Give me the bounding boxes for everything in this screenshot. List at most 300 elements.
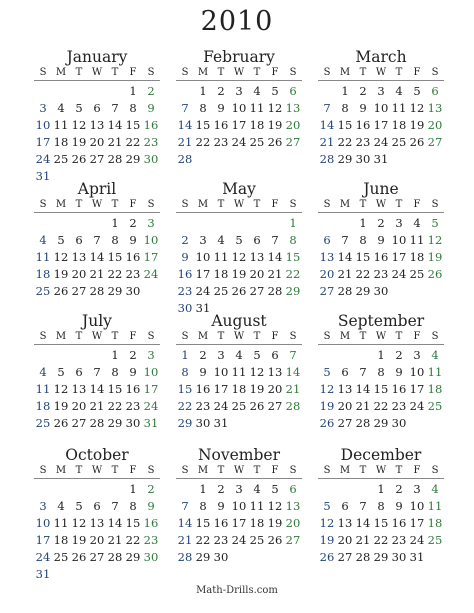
day-cell: 17	[35, 533, 51, 547]
day-cell: 24	[231, 135, 247, 149]
day-cell: 26	[267, 135, 283, 149]
day-cell: 12	[231, 250, 247, 264]
weekday-label: S	[289, 331, 297, 342]
day-cell: 8	[377, 365, 385, 379]
day-cell: 19	[319, 533, 335, 547]
day-cell: 29	[285, 284, 301, 298]
weekday-label: W	[375, 465, 387, 476]
day-cell: 25	[35, 416, 51, 430]
day-cell: 10	[231, 101, 247, 115]
day-cell: 7	[323, 101, 331, 115]
day-cell: 25	[213, 284, 229, 298]
day-cell: 8	[199, 101, 207, 115]
day-cell: 16	[195, 382, 211, 396]
weekday-label: S	[39, 465, 47, 476]
day-cell: 6	[93, 499, 101, 513]
day-cell: 16	[143, 516, 159, 530]
weekday-label: T	[75, 67, 83, 78]
month-march	[318, 48, 444, 168]
day-cell: 28	[177, 550, 193, 564]
weekday-label: M	[197, 199, 209, 210]
empty-cell	[88, 215, 106, 232]
day-cell: 13	[89, 118, 105, 132]
day-cell: 30	[355, 152, 371, 166]
day-cell: 1	[341, 84, 349, 98]
month-name: October	[65, 446, 129, 464]
day-cell: 31	[143, 416, 159, 430]
day-cell: 12	[71, 118, 87, 132]
day-cell: 21	[285, 382, 301, 396]
day-cell: 24	[409, 533, 425, 547]
weekday-label: T	[217, 199, 225, 210]
month-name: March	[355, 48, 407, 66]
day-cell: 8	[129, 499, 137, 513]
day-cell: 29	[125, 152, 141, 166]
day-cell: 5	[271, 482, 279, 496]
weekday-label: M	[339, 331, 351, 342]
weekday-header	[176, 198, 302, 213]
day-cell: 30	[143, 550, 159, 564]
weekday-header	[176, 330, 302, 345]
day-cell: 2	[217, 84, 225, 98]
day-cell: 1	[129, 482, 137, 496]
day-cell: 6	[431, 84, 439, 98]
weekday-label: F	[413, 465, 421, 476]
day-cell: 10	[35, 516, 51, 530]
day-cell: 31	[195, 301, 211, 315]
day-cell: 9	[147, 499, 155, 513]
weekday-label: S	[323, 465, 331, 476]
day-cell: 1	[289, 216, 297, 230]
day-cell: 11	[35, 250, 51, 264]
day-cell: 28	[319, 152, 335, 166]
day-cell: 21	[355, 533, 371, 547]
weekday-label: S	[147, 331, 155, 342]
day-cell: 8	[341, 101, 349, 115]
weekday-label: T	[111, 199, 119, 210]
weekday-label: M	[55, 67, 67, 78]
weekday-label: F	[271, 331, 279, 342]
empty-cell	[88, 481, 106, 498]
weekday-header	[318, 464, 444, 479]
day-cell: 19	[267, 118, 283, 132]
day-cell: 26	[319, 550, 335, 564]
day-grid	[34, 481, 160, 583]
day-cell: 18	[53, 533, 69, 547]
day-cell: 26	[409, 135, 425, 149]
day-cell: 21	[107, 533, 123, 547]
day-cell: 30	[391, 550, 407, 564]
day-cell: 25	[409, 267, 425, 281]
day-cell: 24	[35, 550, 51, 564]
day-cell: 23	[391, 399, 407, 413]
day-cell: 25	[249, 533, 265, 547]
day-cell: 18	[213, 267, 229, 281]
month-may	[176, 180, 302, 317]
weekday-label: W	[233, 67, 245, 78]
weekday-label: M	[339, 67, 351, 78]
day-cell: 26	[53, 284, 69, 298]
day-cell: 29	[337, 152, 353, 166]
day-cell: 8	[111, 233, 119, 247]
day-cell: 19	[409, 118, 425, 132]
day-cell: 29	[177, 416, 193, 430]
empty-cell	[88, 347, 106, 364]
day-cell: 10	[409, 365, 425, 379]
day-cell: 9	[181, 250, 189, 264]
weekday-label: T	[359, 67, 367, 78]
day-cell: 21	[355, 399, 371, 413]
weekday-label: W	[375, 331, 387, 342]
empty-cell	[318, 83, 336, 100]
day-cell: 17	[213, 382, 229, 396]
day-cell: 20	[319, 267, 335, 281]
day-cell: 13	[285, 101, 301, 115]
empty-cell	[194, 215, 212, 232]
weekday-label: T	[395, 199, 403, 210]
day-cell: 6	[289, 84, 297, 98]
empty-cell	[70, 347, 88, 364]
day-cell: 1	[377, 482, 385, 496]
day-cell: 11	[53, 516, 69, 530]
day-cell: 11	[53, 118, 69, 132]
day-cell: 23	[125, 267, 141, 281]
day-cell: 5	[57, 233, 65, 247]
day-cell: 18	[391, 118, 407, 132]
month-december	[318, 446, 444, 566]
weekday-header	[34, 66, 160, 81]
weekday-label: T	[111, 331, 119, 342]
weekday-label: S	[431, 67, 439, 78]
day-cell: 1	[377, 348, 385, 362]
day-cell: 12	[267, 101, 283, 115]
day-cell: 29	[355, 284, 371, 298]
weekday-label: M	[197, 67, 209, 78]
day-cell: 2	[129, 216, 137, 230]
weekday-label: M	[339, 199, 351, 210]
weekday-label: S	[39, 67, 47, 78]
weekday-label: T	[217, 331, 225, 342]
empty-cell	[106, 481, 124, 498]
day-cell: 4	[431, 348, 439, 362]
weekday-header	[318, 198, 444, 213]
day-cell: 10	[213, 365, 229, 379]
day-cell: 3	[39, 101, 47, 115]
day-cell: 2	[359, 84, 367, 98]
day-cell: 16	[391, 382, 407, 396]
day-cell: 31	[213, 416, 229, 430]
day-cell: 27	[337, 550, 353, 564]
day-cell: 28	[285, 399, 301, 413]
day-cell: 25	[249, 135, 265, 149]
day-cell: 21	[89, 267, 105, 281]
day-cell: 7	[341, 233, 349, 247]
day-cell: 25	[427, 533, 443, 547]
day-cell: 23	[373, 267, 389, 281]
day-cell: 27	[427, 135, 443, 149]
day-cell: 15	[355, 250, 371, 264]
day-cell: 20	[285, 516, 301, 530]
day-cell: 30	[373, 284, 389, 298]
day-cell: 9	[199, 365, 207, 379]
weekday-label: M	[55, 465, 67, 476]
day-cell: 2	[129, 348, 137, 362]
day-cell: 19	[319, 399, 335, 413]
day-cell: 8	[129, 101, 137, 115]
weekday-label: S	[289, 199, 297, 210]
day-cell: 27	[89, 550, 105, 564]
month-name: June	[363, 180, 399, 198]
day-cell: 9	[129, 233, 137, 247]
day-cell: 5	[75, 101, 83, 115]
day-cell: 24	[409, 399, 425, 413]
day-cell: 23	[177, 284, 193, 298]
weekday-label: W	[233, 465, 245, 476]
empty-cell	[176, 215, 194, 232]
day-grid	[176, 83, 302, 168]
day-cell: 26	[427, 267, 443, 281]
empty-cell	[354, 347, 372, 364]
day-cell: 26	[249, 399, 265, 413]
day-cell: 22	[107, 399, 123, 413]
day-cell: 5	[323, 365, 331, 379]
month-name: February	[203, 48, 275, 66]
day-cell: 2	[147, 84, 155, 98]
day-cell: 10	[35, 118, 51, 132]
day-grid	[318, 481, 444, 566]
empty-cell	[52, 481, 70, 498]
day-cell: 29	[373, 550, 389, 564]
day-cell: 9	[217, 499, 225, 513]
empty-cell	[34, 215, 52, 232]
day-cell: 14	[319, 118, 335, 132]
month-september	[318, 312, 444, 432]
day-cell: 3	[235, 482, 243, 496]
weekday-label: T	[395, 465, 403, 476]
day-cell: 2	[377, 216, 385, 230]
day-cell: 19	[249, 382, 265, 396]
empty-cell	[52, 347, 70, 364]
weekday-label: T	[217, 465, 225, 476]
day-cell: 17	[231, 118, 247, 132]
day-cell: 6	[289, 482, 297, 496]
day-cell: 10	[143, 365, 159, 379]
empty-cell	[230, 215, 248, 232]
empty-cell	[354, 481, 372, 498]
day-cell: 25	[35, 284, 51, 298]
weekday-label: F	[271, 465, 279, 476]
day-cell: 2	[181, 233, 189, 247]
weekday-label: F	[271, 199, 279, 210]
day-cell: 18	[427, 382, 443, 396]
day-cell: 20	[89, 135, 105, 149]
month-name: July	[82, 312, 112, 330]
day-cell: 27	[249, 284, 265, 298]
day-cell: 4	[217, 233, 225, 247]
empty-cell	[52, 83, 70, 100]
day-cell: 4	[39, 365, 47, 379]
weekday-label: W	[375, 199, 387, 210]
day-cell: 2	[199, 348, 207, 362]
day-cell: 13	[89, 516, 105, 530]
day-cell: 31	[373, 152, 389, 166]
weekday-label: T	[111, 67, 119, 78]
empty-cell	[266, 215, 284, 232]
day-cell: 20	[249, 267, 265, 281]
day-cell: 1	[199, 84, 207, 98]
weekday-label: S	[147, 67, 155, 78]
day-cell: 1	[181, 348, 189, 362]
day-cell: 22	[285, 267, 301, 281]
day-cell: 14	[285, 365, 301, 379]
day-cell: 29	[125, 550, 141, 564]
month-name: January	[66, 48, 128, 66]
month-name: December	[340, 446, 422, 464]
day-cell: 6	[323, 233, 331, 247]
day-cell: 9	[129, 365, 137, 379]
day-cell: 28	[107, 550, 123, 564]
day-cell: 17	[143, 382, 159, 396]
day-cell: 4	[413, 216, 421, 230]
day-cell: 16	[177, 267, 193, 281]
day-cell: 31	[35, 567, 51, 581]
day-cell: 13	[337, 382, 353, 396]
weekday-label: M	[197, 331, 209, 342]
month-october	[34, 446, 160, 583]
day-cell: 3	[147, 348, 155, 362]
day-cell: 19	[71, 533, 87, 547]
day-cell: 11	[427, 499, 443, 513]
day-cell: 17	[391, 250, 407, 264]
day-cell: 23	[355, 135, 371, 149]
day-cell: 19	[53, 267, 69, 281]
weekday-header	[318, 66, 444, 81]
day-cell: 4	[431, 482, 439, 496]
empty-cell	[176, 83, 194, 100]
day-cell: 4	[39, 233, 47, 247]
day-cell: 15	[125, 516, 141, 530]
day-cell: 26	[319, 416, 335, 430]
day-cell: 14	[177, 516, 193, 530]
day-cell: 3	[217, 348, 225, 362]
weekday-label: T	[217, 67, 225, 78]
day-cell: 25	[53, 152, 69, 166]
weekday-label: F	[413, 199, 421, 210]
empty-cell	[248, 215, 266, 232]
day-cell: 20	[267, 382, 283, 396]
day-cell: 16	[125, 250, 141, 264]
day-cell: 22	[373, 533, 389, 547]
day-cell: 12	[409, 101, 425, 115]
empty-cell	[318, 481, 336, 498]
weekday-label: T	[253, 199, 261, 210]
day-cell: 20	[71, 267, 87, 281]
day-cell: 11	[391, 101, 407, 115]
day-cell: 23	[213, 135, 229, 149]
day-cell: 8	[377, 499, 385, 513]
day-cell: 3	[395, 216, 403, 230]
day-cell: 24	[231, 533, 247, 547]
day-cell: 13	[337, 516, 353, 530]
empty-cell	[70, 481, 88, 498]
weekday-label: M	[55, 199, 67, 210]
day-cell: 3	[413, 348, 421, 362]
day-cell: 15	[373, 516, 389, 530]
day-cell: 6	[341, 365, 349, 379]
day-cell: 16	[213, 118, 229, 132]
day-cell: 2	[395, 482, 403, 496]
day-cell: 15	[177, 382, 193, 396]
day-cell: 22	[107, 267, 123, 281]
day-cell: 5	[235, 233, 243, 247]
day-cell: 17	[409, 516, 425, 530]
day-cell: 17	[143, 250, 159, 264]
weekday-label: S	[39, 331, 47, 342]
day-cell: 27	[285, 135, 301, 149]
weekday-label: S	[323, 199, 331, 210]
day-cell: 14	[107, 516, 123, 530]
day-cell: 28	[267, 284, 283, 298]
day-cell: 20	[89, 533, 105, 547]
day-cell: 24	[213, 399, 229, 413]
day-cell: 6	[253, 233, 261, 247]
day-cell: 10	[409, 499, 425, 513]
day-cell: 12	[249, 365, 265, 379]
weekday-label: F	[129, 465, 137, 476]
day-cell: 21	[89, 399, 105, 413]
day-cell: 17	[231, 516, 247, 530]
day-cell: 30	[213, 550, 229, 564]
empty-cell	[318, 347, 336, 364]
weekday-label: S	[323, 67, 331, 78]
day-cell: 26	[267, 533, 283, 547]
empty-cell	[34, 83, 52, 100]
day-cell: 5	[431, 216, 439, 230]
day-cell: 22	[337, 135, 353, 149]
empty-cell	[106, 83, 124, 100]
month-july	[34, 312, 160, 432]
day-cell: 4	[235, 348, 243, 362]
day-cell: 8	[111, 365, 119, 379]
day-cell: 19	[53, 399, 69, 413]
empty-cell	[34, 347, 52, 364]
weekday-header	[176, 66, 302, 81]
day-cell: 23	[195, 399, 211, 413]
weekday-label: T	[253, 67, 261, 78]
weekday-header	[34, 330, 160, 345]
day-cell: 29	[373, 416, 389, 430]
weekday-label: W	[91, 465, 103, 476]
empty-cell	[34, 481, 52, 498]
day-cell: 8	[289, 233, 297, 247]
day-cell: 21	[267, 267, 283, 281]
day-cell: 3	[377, 84, 385, 98]
month-name: September	[337, 312, 425, 330]
weekday-header	[34, 464, 160, 479]
day-cell: 5	[413, 84, 421, 98]
day-cell: 19	[427, 250, 443, 264]
day-cell: 17	[373, 118, 389, 132]
day-cell: 19	[267, 516, 283, 530]
day-cell: 1	[129, 84, 137, 98]
empty-cell	[176, 481, 194, 498]
day-cell: 17	[195, 267, 211, 281]
day-cell: 1	[111, 348, 119, 362]
day-cell: 5	[57, 365, 65, 379]
day-cell: 25	[53, 550, 69, 564]
day-cell: 14	[107, 118, 123, 132]
day-cell: 4	[253, 482, 261, 496]
